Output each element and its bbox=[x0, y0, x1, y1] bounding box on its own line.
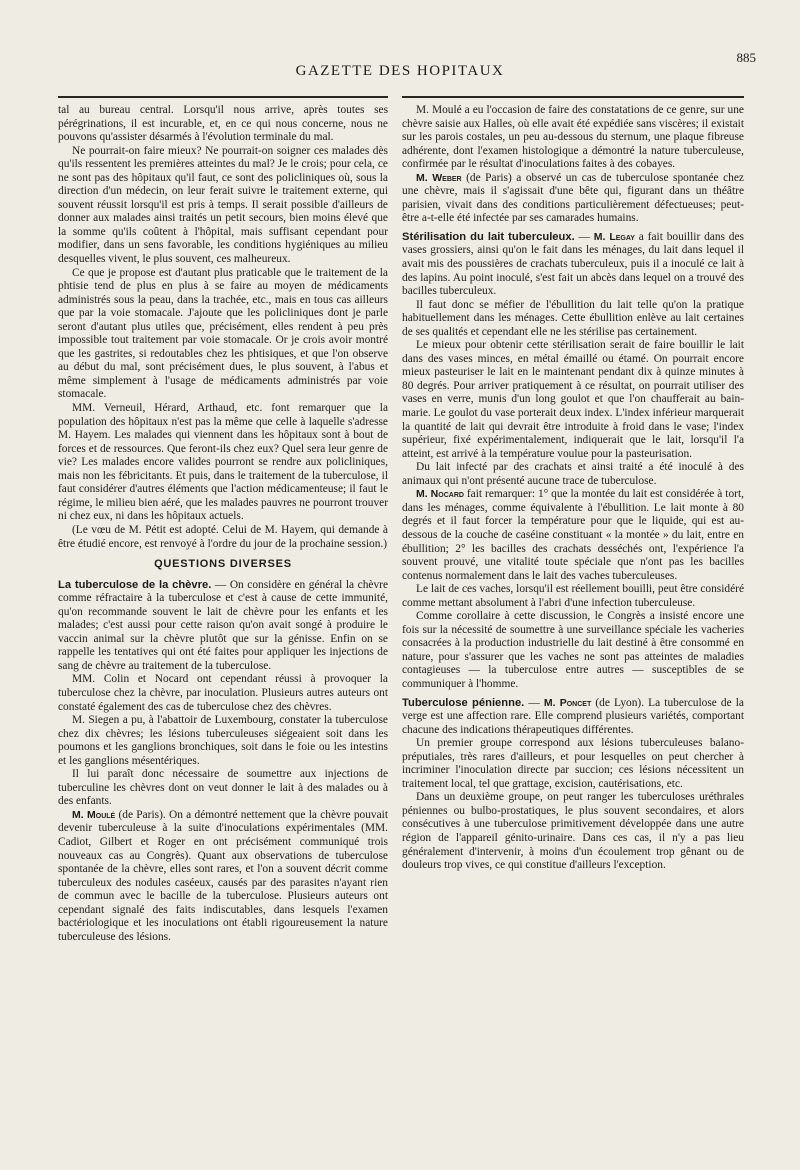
paragraph: Il faut donc se méfier de l'ébullition du lait telle qu'on la pratique habituellement dans les ménages. Cette ébullition enlève au lait certaines de ses qualités et cependant elle ne les stérilise pas certainement. bbox=[402, 298, 744, 338]
paragraph: Un premier groupe correspond aux lésions tuberculeuses balano-préputiales, très rares d'ailleurs, et pour lesquelles on peut chercher à incriminer l'inoculation directe par succion; ces lésions nécessitent un traitement local, tel que grattage, excision, cautérisations, etc. bbox=[402, 737, 744, 790]
paragraph: Il lui paraît donc nécessaire de soumettre aux injections de tuberculine les chèvres dont on veut donner le lait à des malades ou à des enfants. bbox=[58, 768, 388, 808]
paragraph-text: (de Lyon). La tuberculose de la verge est une affection rare. Elle comprend plusieurs variétés, comportant chacune des indications thérapeutiques différentes. bbox=[402, 696, 744, 736]
paragraph: (Le vœu de M. Pétit est adopté. Celui de M. Hayem, qui demande à être étudié encore, est renvoyé à l'ordre du jour de la prochaine session.) bbox=[58, 523, 388, 550]
paragraph: Ne pourrait-on faire mieux? Ne pourrait-on soigner ces malades dès qu'ils ressentent les premières atteintes du mal? Je le crois; pour cela, ce ne sont pas des hôpitaux qu'il faut, ce sont des policliniques où, sous la direction d'un médecin, on leur ferait suivre le traitement externe, qui souvent réussit lorsqu'il est pris à temps. Il serait possible d'ailleurs de donner aux malades ainsi traités un petit secours, bien moins élevé que la somme qu'ils coûtent à l'hôpital, mais suffisant cependant pour modifier, dans un sens favorable, les conditions hygiéniques au milieu desquelles vivent, le plus souvent, ces malheureux. bbox=[58, 144, 388, 266]
speaker-name: M. Nocard bbox=[416, 488, 464, 501]
paragraph: tal au bureau central. Lorsqu'il nous arrive, après toutes ses pérégrinations, il est incurable, et, en ce qui nous concerne, nous ne pouvons qu'assister désarmés à l'évolution terminale du mal. bbox=[58, 104, 388, 144]
speaker-name: M. Legay bbox=[593, 230, 635, 243]
right-header-rule bbox=[402, 96, 744, 98]
paragraph bbox=[58, 579, 388, 674]
paragraph: Comme corollaire à cette discussion, le Congrès a insisté encore une fois sur la nécessité de soumettre à une surveillance spéciale les vacheries consacrées à la production industrielle du lait destiné à être consommé en nature, pour s'assurer que les vaches ne sont pas atteintes de maladies contagieuses — la tuberculose entre autres — susceptibles de se communiquer à l'homme. bbox=[402, 610, 744, 690]
paragraph: M. Siegen a pu, à l'abattoir de Luxembourg, constater la tuberculose chez dix chèvres; les lésions tuberculeuses siégeaient soit dans les poumons et les ganglions bronchiques, soit dans le foie ou les intestins et les ganglions mésentériques. bbox=[58, 714, 388, 767]
section-title: QUESTIONS DIVERSES bbox=[154, 558, 292, 571]
paragraph: MM. Verneuil, Hérard, Arthaud, etc. font remarquer que la population des hôpitaux n'est pas la même que celle à laquelle s'adresse M. Hayem. Les malades qui viennent dans les hôpitaux sont à bout de forces et de ressources. Que feront-ils chez eux? Quel sera leur genre de vie? Les malades encore valides pourront se rendre aux policliniques, mais non les fébricitants. Et puis, dans le traitement de la tuberculose, il faut considérer d'autres éléments que l'action médicamenteuse; il faut le régime, le milieu bien aéré, que les malades pauvres ne pourront trouver ni chez eux, ni dans les hôpitaux actuels. bbox=[58, 402, 388, 523]
left-header-rule bbox=[58, 96, 388, 98]
paragraph-text: (de Paris). On a démontré nettement que la chèvre pouvait devenir tuberculeuse à la suite d'inoculations expérimentales (MM. Cadiot, Gilbert et Roger en ont précisément communiqué trois nouveaux cas au Congrès). Quant aux observations de tuberculose spontanée de la chèvre, elles sont rares, et l'on a souvent décrit comme tuberculeux des nodules caséeux, causés par des parasites n'ayant rien de commun avec le bacille de la tuberculose. Plusieurs auteurs ont cependant signalé des faits indiscutables, dans lesquels l'examen bactériologique et les inoculations ont établi rigoureusement la nature tuberculeuse des lésions. bbox=[58, 808, 388, 943]
speaker-name: M. Weber bbox=[416, 171, 462, 184]
running-head: GAZETTE DES HOPITAUX bbox=[295, 63, 505, 79]
paragraph: Stérilisation du lait tuberculeux. — M. Legay a fait bouillir dans des vases grossiers, ainsi qu'on le fait dans les ménages, du lait dans lequel il avait mis des poussières de crachats tuberculeux, puis il a inoculé ce lait à des lapins. Au point inoculé, s'est fait un abcès dans lequel on a trouvé des bacilles tuberculeux. bbox=[402, 230, 744, 298]
speaker-name: M. Moulé bbox=[72, 808, 116, 821]
rubric-title: Stérilisation du lait tuberculeux. bbox=[402, 230, 575, 243]
paragraph: Le mieux pour obtenir cette stérilisation serait de faire bouillir le lait dans des vases minces, en métal émaillé ou étamé. On pourrait encore mieux pasteuriser le lait en le maintenant pendant dix à quinze minutes à 80 degrés. Pour arriver pratiquement à ce résultat, on pourrait utiliser des vases en verre, munis d'un long goulot et que l'on chaufferait au bain-marie. Le goulot du vase porterait deux index. L'index inférieur marquerait la quantité de lait qui devrait être introduite à froid dans le vase; l'index supérieur, fixé expérimentalement, indiquerait que le lait, lorsqu'il l'a atteint, est arrivé à la température voulue pour la pasteurisation. bbox=[402, 339, 744, 460]
speaker-name: M. Poncet bbox=[543, 696, 592, 709]
paragraph bbox=[58, 809, 388, 944]
paragraph: MM. Colin et Nocard ont cependant réussi à provoquer la tuberculose chez la chèvre, par inoculation. Plusieurs autres auteurs ont constaté également des cas de tuberculose chez des chèvres. bbox=[58, 673, 388, 713]
paragraph: Du lait infecté par des crachats et ainsi traité a été inoculé à des animaux qui n'ont présenté aucune trace de tuberculose. bbox=[402, 461, 744, 487]
left-column bbox=[58, 104, 388, 944]
paragraph bbox=[402, 172, 744, 226]
paragraph: Ce que je propose est d'autant plus praticable que le traitement de la phtisie tend de plus en plus à se faire au moyen de médicaments administrés sous la peau, dans la trachée, etc., mais en tous cas ailleurs que par la voie stomacale. J'ajoute que les policliniques dont je parle seront d'autant plus utiles que, précisément, elles rendent à peu près impossible tout traitement par voie stomacale. Or je crois avoir montré que les gastrites, si redoutables chez les phtisiques, et que l'on observe au début du mal, sont précisément dues, le plus souvent, à l'abus et même simplement à l'usage de médicaments administrés par voie stomacale. bbox=[58, 266, 388, 401]
paragraph-text: — On considère en général la chèvre comme réfractaire à la tuberculose et c'est à cause de cette immunité, qu'on recommande souvent le lait de chèvre pour les enfants et les malades; c'est aussi pour cette raison qu'on avait songé à produire le vaccin animal sur la chèvre plutôt que sur la génisse. Enfin on se rappelle les tentatives qui ont été faites pour appliquer les injections de sang de chèvre au traitement de la tuberculose. bbox=[58, 578, 389, 672]
rubric-title: La tuberculose de la chèvre. bbox=[58, 578, 212, 591]
page-number: 885 bbox=[736, 50, 756, 65]
paragraph: Dans un deuxième groupe, on peut ranger les tuberculoses uréthrales péniennes ou bulbo-prostatiques, le plus souvent secondaires, et alors consécutives à une tuberculose primitivement développée dans une autre région de l'appareil génito-urinaire. Dans ces cas, il n'y a pas lieu généralement d'intervenir, à moins d'un écoulement trop gênant ou de douleurs trop vives, ce qui constitue d'ailleurs l'exception. bbox=[402, 791, 744, 872]
right-column bbox=[402, 104, 744, 873]
paragraph: Tuberculose pénienne. — M. Poncet (de Lyon). La tuberculose de la verge est une affection rare. Elle comprend plusieurs variétés, comportant chacune des indications thérapeutiques différentes. bbox=[402, 696, 744, 736]
rubric-title: Tuberculose pénienne. bbox=[402, 696, 525, 709]
paragraph-text: a fait bouillir dans des vases grossiers, ainsi qu'on le fait dans les ménages, du lait dans lequel il avait mis des poussières de crachats tuberculeux, puis il a inoculé ce lait à des lapins. Au point inoculé, s'est fait un abcès dans lequel on a trouvé des bacilles tuberculeux. bbox=[402, 230, 744, 298]
paragraph-text: fait remarquer: 1° que la montée du lait est considérée à tort, dans les ménages, comme équivalente à l'ébullition. Le lait monte à 80 degrés et il faut forcer la température pour que le liquide, qui est au-dessous de la couche de caséine constituant « la montée » du lait, entre en ébullition; 2° les bacilles des crachats desséchés ont, l'expérience l'a souvent prouvé, une vitalité toute spéciale que n'ont pas les bacilles contenus normalement dans le lait des vaches tuberculeuses. bbox=[402, 488, 744, 582]
paragraph-text: (de Paris) a observé un cas de tuberculose spontanée chez une chèvre, mais il s'agissait d'une bête qui, figurant dans un théâtre parisien, vivait dans des conditions particulièrement défectueuses; peut-être a-t-elle été infectée par ses camarades humains. bbox=[402, 171, 744, 225]
paragraph: M. Moulé a eu l'occasion de faire des constatations de ce genre, sur une chèvre saisie aux Halles, où elle avait été expédiée sans viscères; il existait sur les parois costales, un peu au-dessous du sternum, une plaque fibreuse adhérente, dont l'examen histologique a démontré la nature tuberculeuse, confirmée par le résultat d'inoculations faites à des cobayes. bbox=[402, 104, 744, 171]
paragraph bbox=[402, 488, 744, 583]
paragraph: Le lait de ces vaches, lorsqu'il est réellement bouilli, peut être considéré comme mettant absolument à l'abri d'une infection tuberculeuse. bbox=[402, 583, 744, 609]
